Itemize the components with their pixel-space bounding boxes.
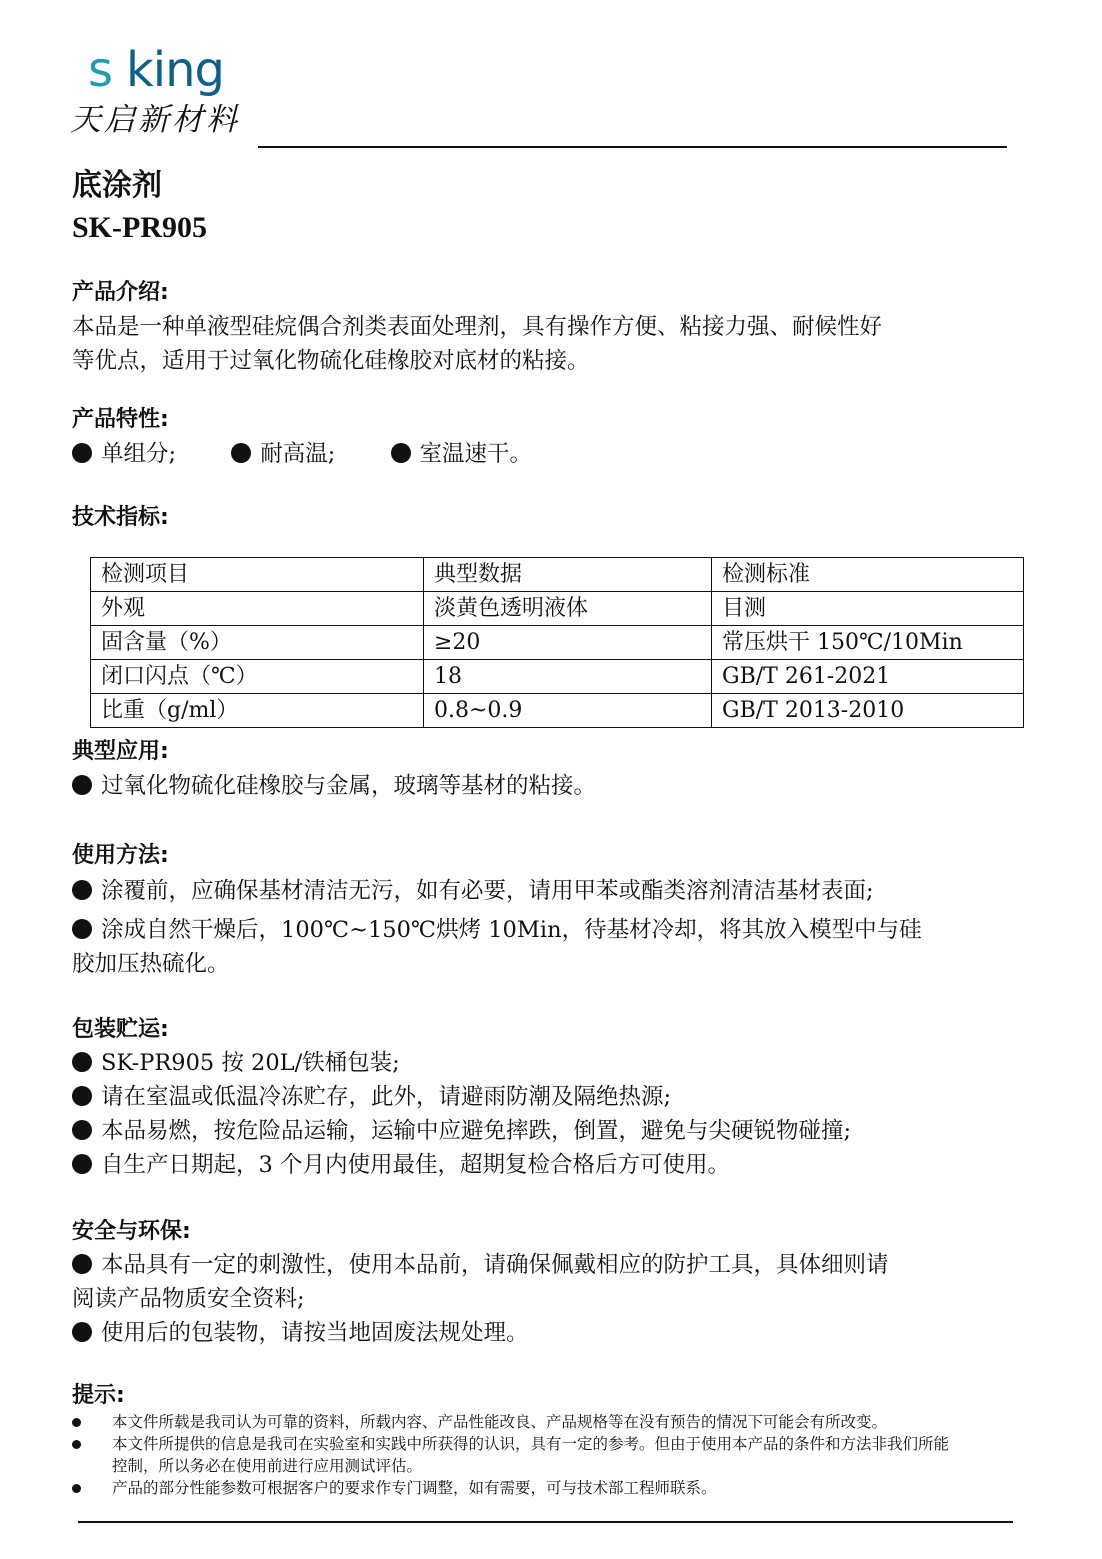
bullet-icon [72,1086,92,1106]
spec-table [90,557,1024,728]
table-cell: 固含量（%） [91,626,424,660]
features-list [72,437,1017,471]
feature-item: 室温速干。 [391,441,533,467]
intro-heading: 产品介绍: [72,280,169,305]
safety-item-1-continued: 阅读产品物质安全资料; [72,1286,305,1312]
packaging-item: 自生产日期起，3 个月内使用最佳，超期复检合格后方可使用。 [72,1148,1017,1182]
company-logo [70,42,270,142]
logo-mark-s: s [88,42,114,98]
table-cell: 18 [424,660,712,694]
header-cell: 典型数据 [424,558,712,592]
note-item-continued: 控制，所以务必在使用前进行应用测试评估。 [112,1457,423,1475]
header-cell: 检测项目 [91,558,424,592]
note-item: 本文件所提供的信息是我司在实验室和实践中所获得的认识，具有一定的参考。但由于使用本产品的条件和方法非我们所能 [72,1433,1022,1455]
table-row [91,626,1024,660]
product-title: 底涂剂 [72,168,162,203]
header-cell: 检测标准 [712,558,1024,592]
intro-line-2: 等优点，适用于过氧化物硫化硅橡胶对底材的粘接。 [72,348,590,374]
bullet-icon [72,1154,92,1174]
usage-heading: 使用方法: [72,843,169,868]
packaging-item: SK-PR905 按 20L/铁桶包装; [72,1046,1017,1080]
table-cell: ≥20 [424,626,712,660]
table-cell: GB/T 261-2021 [712,660,1024,694]
table-cell: 淡黄色透明液体 [424,592,712,626]
logo-chinese-name: 天启新材料 [70,102,240,138]
table-cell: 目测 [712,592,1024,626]
bullet-icon [391,443,411,463]
table-row [91,592,1024,626]
notes-heading: 提示: [72,1383,125,1408]
bullet-icon [72,1440,81,1449]
bullet-icon [72,1484,81,1493]
bullet-icon [72,443,92,463]
packaging-item: 本品易燃，按危险品运输，运输中应避免摔跌，倒置，避免与尖硬锐物碰撞; [72,1114,1017,1148]
bullet-icon [72,1418,81,1427]
bullet-icon [72,775,92,795]
table-row [91,660,1024,694]
bullet-icon [72,919,92,939]
table-cell: 外观 [91,592,424,626]
product-code: SK-PR905 [72,211,207,244]
table-cell: 比重（g/ml） [91,694,424,728]
logo-mark-king: king [126,42,225,98]
note-item: 产品的部分性能参数可根据客户的要求作专门调整，如有需要，可与技术部工程师联系。 [72,1477,1022,1499]
table-row [91,694,1024,728]
safety-item-1: 本品具有一定的刺激性，使用本品前，请确保佩戴相应的防护工具，具体细则请 [72,1248,1017,1282]
table-cell: 0.8~0.9 [424,694,712,728]
application-heading: 典型应用: [72,739,169,764]
table-cell: 闭口闪点（℃） [91,660,424,694]
footer-divider [78,1521,1013,1523]
tech-heading: 技术指标: [72,505,169,530]
header-divider [258,146,1007,148]
intro-line-1: 本品是一种单液型硅烷偶合剂类表面处理剂，具有操作方便、粘接力强、耐候性好 [72,314,883,340]
bullet-icon [72,1120,92,1140]
application-item: 过氧化物硫化硅橡胶与金属，玻璃等基材的粘接。 [72,769,1017,803]
safety-heading: 安全与环保: [72,1219,191,1244]
table-cell: GB/T 2013-2010 [712,694,1024,728]
feature-item: 单组分; [72,441,176,467]
table-cell: 常压烘干 150℃/10Min [712,626,1024,660]
usage-item-2-continued: 胶加压热硫化。 [72,951,230,977]
bullet-icon [72,1052,92,1072]
bullet-icon [72,880,92,900]
usage-item-1: 涂覆前，应确保基材清洁无污，如有必要，请用甲苯或酯类溶剂清洁基材表面; [72,874,1017,908]
usage-item-2: 涂成自然干燥后，100℃~150℃烘烤 10Min，待基材冷却，将其放入模型中与硅 [72,913,1017,947]
packaging-item: 请在室温或低温冷冻贮存，此外，请避雨防潮及隔绝热源; [72,1080,1017,1114]
features-heading: 产品特性: [72,407,169,432]
bullet-icon [72,1322,92,1342]
table-header-row [91,558,1024,592]
feature-item: 耐高温; [231,441,335,467]
safety-item-2: 使用后的包装物，请按当地固废法规处理。 [72,1316,1017,1350]
bullet-icon [231,443,251,463]
packaging-heading: 包装贮运: [72,1017,169,1042]
note-item: 本文件所载是我司认为可靠的资料，所载内容、产品性能改良、产品规格等在没有预告的情况下可能会有所改变。 [72,1411,1022,1433]
bullet-icon [72,1254,92,1274]
